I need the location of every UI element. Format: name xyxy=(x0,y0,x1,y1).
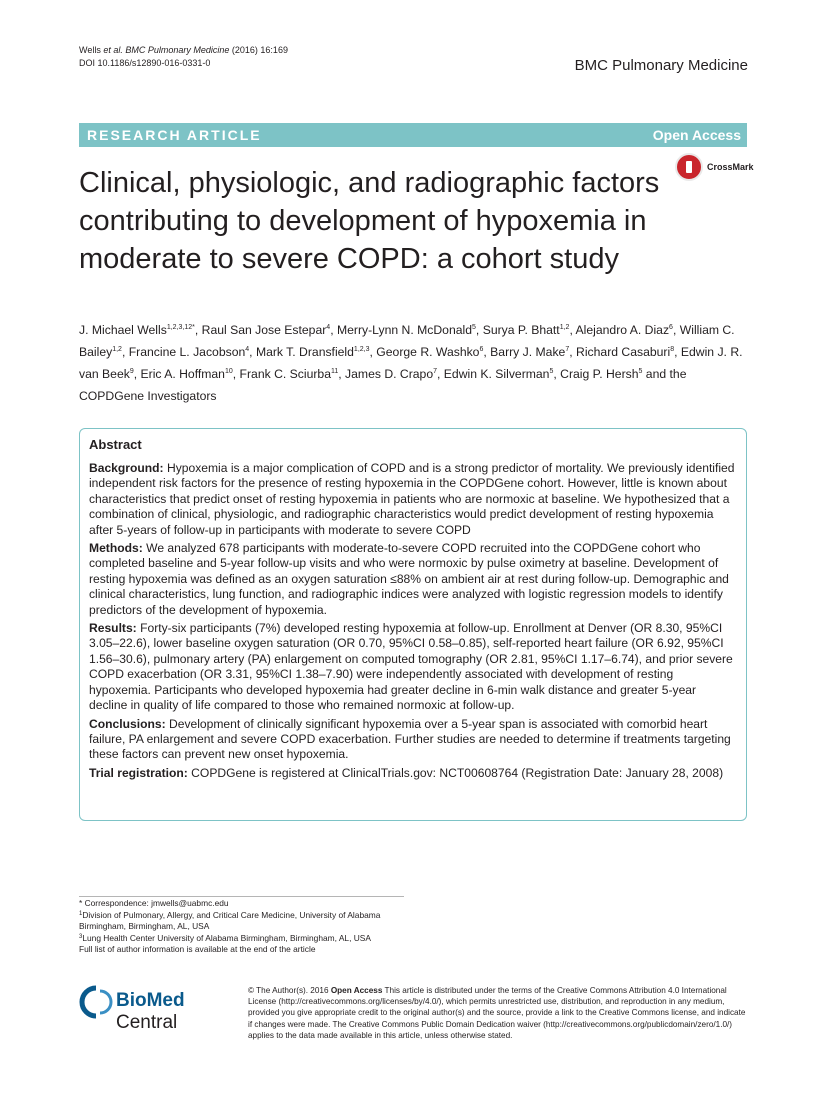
correspondence: * Correspondence: jmwells@uabmc.edu xyxy=(79,898,229,908)
license-statement xyxy=(248,985,748,1041)
author-group: and the COPDGene Investigators xyxy=(79,367,687,403)
article-title: Clinical, physiologic, and radiographic factors contributing to development of hypoxemia in moderate to severe COPD: a cohort study xyxy=(79,167,660,275)
citation-journal: et al. BMC Pulmonary Medicine xyxy=(103,45,230,55)
abstract-results xyxy=(89,621,737,713)
citation-authors: Wells xyxy=(79,45,104,55)
license-text: This article is distributed under the terms of the Creative Commons Attribution 4.0 International License (http://creativecommons.org/licenses/by/4.0/), which permits unrestricted use, distribution, and reproduction in any medium, provided you give appropriate credit to the original author(s) and the source, provide a link to the Creative Commons license, and indicate if changes were made. The Creative Commons Public Domain Dedication waiver (http://creativecommons.org/publicdomain/zero/1.0/) applies to the data made available in this article, unless otherwise stated. xyxy=(248,986,746,1040)
author: Edwin K. Silverman$^5$ xyxy=(443,367,554,381)
license-open-access: Open Access xyxy=(330,986,383,995)
author-list: J. Michael Wells$^{1,2,3,12*}$, Raul San Jose Estepar$^4$, Merry-Lynn N. McDonald$^5$, Surya P. Bhatt$^{1,2}$, Alejandro A. Diaz$^6$, William C. Bailey$^{1,2}$, Francine L. Jacobson$^4$, Mark T. Dransfield$^{1,2,3}$, George R. Washko$^6$, Barry J. Make$^7$, Richard Casaburi$^8$, Edwin J. R. van Beek$^9$, Eric A. Hoffman$^{10}$, Frank C. Sciurba$^{11}$, James D. Crapo$^7$, Edwin K. Silverman$^5$, Craig P. Hersh$^5$ and the COPDGene Investigators xyxy=(79,323,743,403)
author-affiliation: 1,2,3 xyxy=(353,346,370,353)
abstract-background xyxy=(89,461,737,538)
open-access-label: Open Access xyxy=(652,127,741,143)
doi[interactable]: DOI 10.1186/s12890-016-0331-0 xyxy=(79,58,211,68)
bmc-logo-bold: BioMed xyxy=(116,990,185,1011)
author: George R. Washko$^6$ xyxy=(376,345,484,359)
author-affiliation: 7 xyxy=(565,346,570,353)
section-text: COPDGene is registered at ClinicalTrials.gov: NCT00608764 (Registration Date: January 28, 2008) xyxy=(191,765,724,780)
author-affiliation: 6 xyxy=(669,324,673,331)
author: James D. Crapo$^7$ xyxy=(345,367,438,381)
bmc-logo-light: Central xyxy=(116,1012,178,1033)
footnote-divider xyxy=(79,896,404,897)
bmc-logo-icon xyxy=(79,985,113,1019)
journal-name: BMC Pulmonary Medicine xyxy=(574,57,748,74)
license-prefix: © The Author(s). 2016 xyxy=(248,986,331,995)
author-affiliation: 8 xyxy=(670,346,675,353)
section-label: Results: xyxy=(89,621,137,636)
author-affiliation: 9 xyxy=(129,368,134,375)
abstract-box xyxy=(79,428,747,821)
author-affiliation: 10 xyxy=(224,368,233,375)
author: William C. Bailey$^{1,2}$ xyxy=(79,323,735,359)
biomed-central-logo[interactable] xyxy=(79,985,239,1033)
affiliation-number: 1 xyxy=(79,910,83,917)
author-affiliation: 5 xyxy=(638,368,643,375)
footnotes xyxy=(79,898,409,956)
author-affiliation: 1,2,3,12* xyxy=(166,324,195,331)
author: Raul San Jose Estepar$^4$ xyxy=(201,323,331,337)
affiliation-number: 3 xyxy=(79,933,83,940)
citation-volume: (2016) 16:169 xyxy=(229,45,288,55)
author: Frank C. Sciurba$^{11}$ xyxy=(239,367,339,381)
bmc-logo-text xyxy=(116,990,239,1034)
article-type-banner xyxy=(79,123,747,147)
author: Mark T. Dransfield$^{1,2,3}$ xyxy=(255,345,370,359)
author-affiliation: 1,2 xyxy=(112,346,122,353)
affiliation-3 xyxy=(79,933,409,945)
author-affiliation: 5 xyxy=(472,324,476,331)
author-affiliation: 7 xyxy=(433,368,438,375)
author: Richard Casaburi$^8$ xyxy=(576,345,675,359)
author: Merry-Lynn N. McDonald$^5$ xyxy=(336,323,476,337)
author: Francine L. Jacobson$^4$ xyxy=(128,345,250,359)
section-text: We analyzed 678 participants with moderate-to-severe COPD recruited into the COPDGene cohort who completed baseline and 5-year follow-up visits and who were normoxic by pulse oximetry at baseline. Development of resting hypoxemia was defined as an oxygen saturation ≤88% on ambient air at rest during follow-up. Demographic and clinical characteristics, lung function, and radiographic indices were analyzed with logistic regression models to identify predictors of the development of hypoxemia. xyxy=(89,541,729,617)
section-label: Background: xyxy=(89,461,164,475)
section-text: Forty-six participants (7%) developed resting hypoxemia at follow-up. Enrollment at Denver (OR 8.30, 95%CI 3.05–22.6), lower baseline oxygen saturation (OR 0.70, 95%CI 0.58–0.85), self-reported heart failure (OR 6.92, 95%CI 1.56–30.6), pulmonary artery (PA) enlargement on computed tomography (OR 2.81, 95%CI 1.17–6.74), and prior severe COPD exacerbation (OR 3.31, 95%CI 1.38–7.90) were independently associated with development of resting hypoxemia. Participants who developed hypoxemia had greater decline in 6-min walk distance and greater 5-year decline in quality of life compared to those who remained normoxic at follow-up. xyxy=(89,621,733,713)
abstract-conclusions xyxy=(89,717,737,763)
author-affiliation: 11 xyxy=(330,368,339,375)
author-affiliation: 6 xyxy=(479,346,484,353)
article-type-label: RESEARCH ARTICLE xyxy=(87,127,262,143)
crossmark-label: CrossMark xyxy=(707,162,754,172)
author-affiliation: 4 xyxy=(245,346,250,353)
abstract-trial-registration xyxy=(89,766,737,781)
section-label: Methods: xyxy=(89,541,143,556)
citation-header xyxy=(79,44,288,70)
author: Edwin J. R. van Beek$^9$ xyxy=(79,345,743,381)
author: J. Michael Wells$^{1,2,3,12*}$ xyxy=(79,323,195,337)
section-label: Conclusions: xyxy=(89,716,166,731)
author: Craig P. Hersh$^5$ xyxy=(560,367,643,381)
author-info-note: Full list of author information is available at the end of the article xyxy=(79,944,316,955)
author-affiliation: 4 xyxy=(326,324,331,331)
section-text: Development of clinically significant hypoxemia over a 5-year span is associated with comorbid heart failure, PA enlargement and severe COPD exacerbation. Further studies are needed to determine if treatments targeting these factors can prevent new onset hypoxemia. xyxy=(89,716,731,762)
author: Surya P. Bhatt$^{1,2}$ xyxy=(482,323,570,337)
affiliation-1 xyxy=(79,910,409,933)
abstract-heading: Abstract xyxy=(89,437,142,452)
author: Alejandro A. Diaz$^6$ xyxy=(575,323,673,337)
section-label: Trial registration: xyxy=(89,765,188,780)
affiliation-text: Lung Health Center University of Alabama Birmingham, Birmingham, AL, USA xyxy=(82,932,371,943)
section-text: Hypoxemia is a major complication of COPD and is a strong predictor of mortality. We previously identified independent risk factors for the presence of resting hypoxemia in the COPDGene cohort. However, little is known about characteristics that predict onset of resting hypoxemia in patients who are normoxic at baseline. We hypothesized that a combination of clinical, physiologic, and radiographic characteristics would predict development of resting hypoxemia after 5-years of follow-up in participants with moderate to severe COPD xyxy=(89,461,735,537)
author-affiliation: 5 xyxy=(549,368,554,375)
citation-line xyxy=(79,44,288,57)
author: Barry J. Make$^7$ xyxy=(490,345,570,359)
abstract-methods xyxy=(89,541,737,618)
author: Eric A. Hoffman$^{10}$ xyxy=(140,367,233,381)
affiliation-text: Division of Pulmonary, Allergy, and Critical Care Medicine, University of Alabama Birmingham, Birmingham, AL, USA xyxy=(79,909,381,932)
author-affiliation: 1,2 xyxy=(559,324,570,331)
